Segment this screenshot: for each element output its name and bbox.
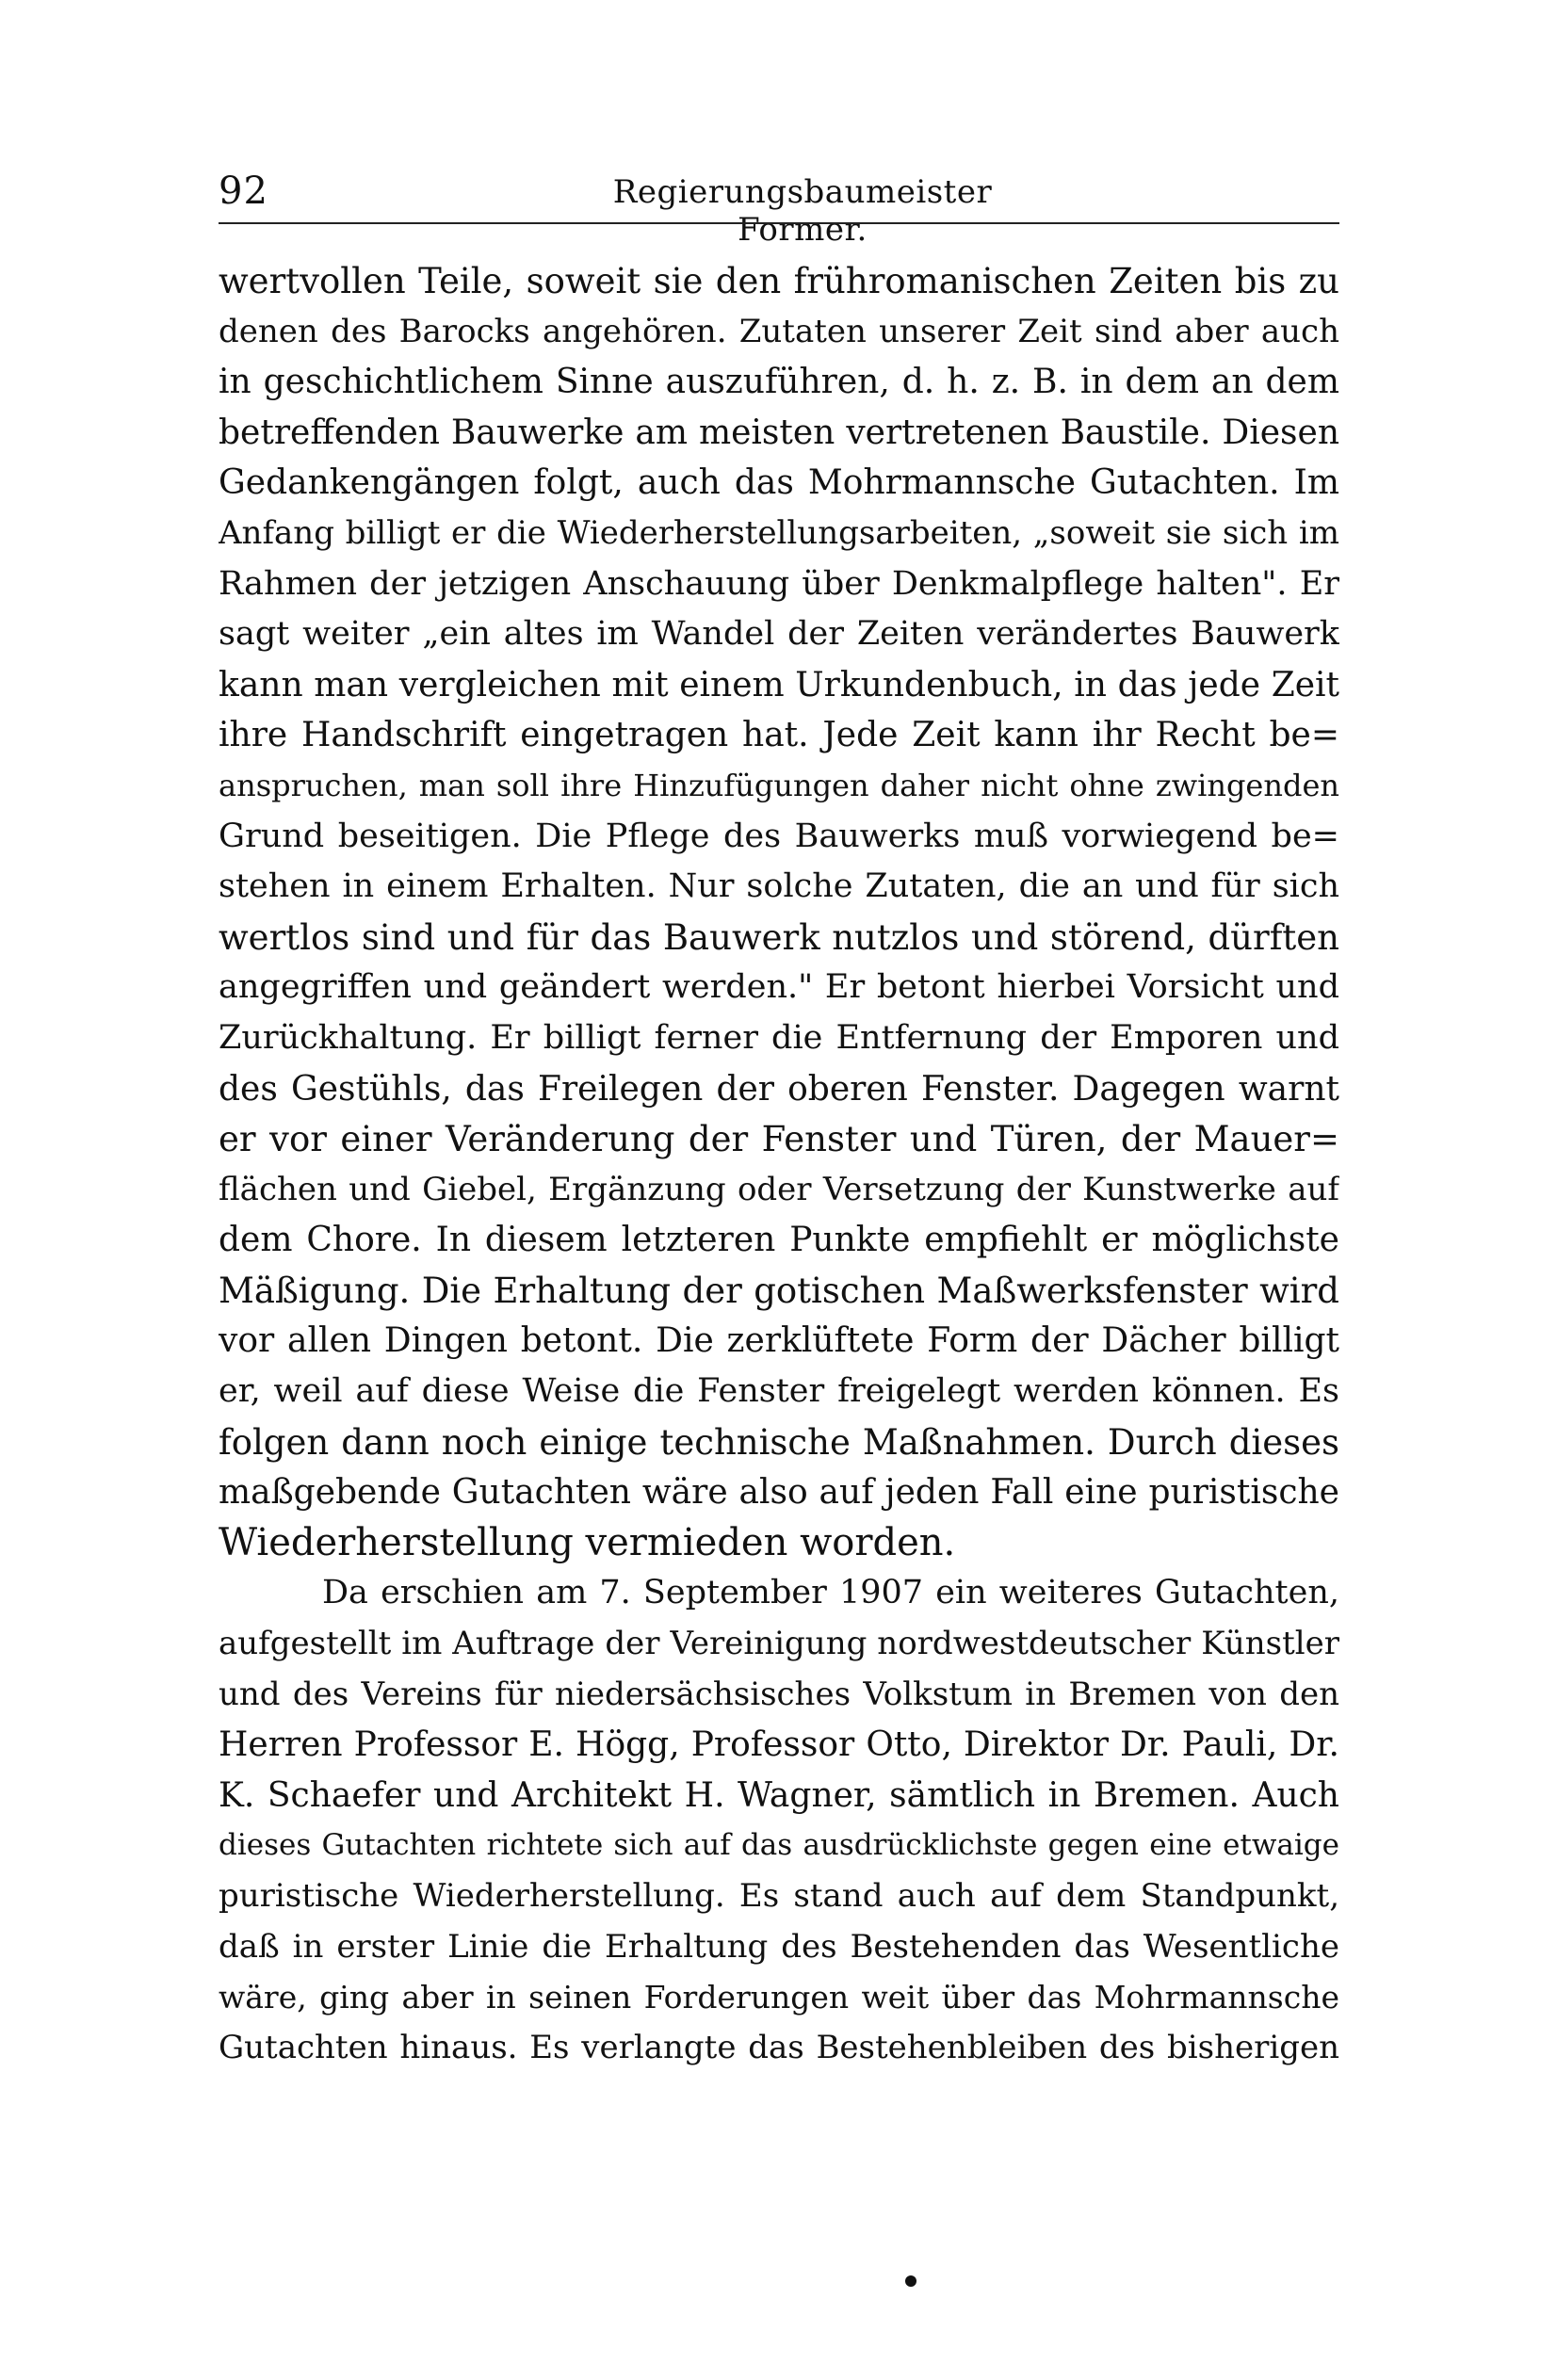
text-line: des Gestühls, das Freilegen der oberen Fenster. Dagegen warnt xyxy=(219,1069,1339,1109)
page-header xyxy=(219,166,1339,249)
text-line: maßgebende Gutachten wäre also auf jeden Fall eine puristische xyxy=(219,1473,1339,1513)
text-line: aufgestellt im Auftrage der Vereinigung nordwestdeutscher Künstler xyxy=(219,1625,1339,1663)
body-text xyxy=(219,256,1339,2073)
text-line: kann man vergleichen mit einem Urkundenbuch, in das jede Zeit xyxy=(219,665,1339,704)
text-line: wäre, ging aber in seinen Forderungen weit über das Mohrmannsche xyxy=(219,1979,1339,2016)
text-line: Mäßigung. Die Erhaltung der gotischen Maßwerksfenster wird xyxy=(219,1270,1339,1311)
text-line: und des Vereins für niedersächsisches Volkstum in Bremen von den xyxy=(219,1675,1339,1713)
ink-speck xyxy=(905,2275,916,2287)
text-line: er vor einer Veränderung der Fenster und Türen, der Mauer= xyxy=(219,1119,1339,1160)
text-line: puristische Wiederherstellung. Es stand auch auf dem Standpunkt, xyxy=(219,1877,1339,1915)
text-line: Rahmen der jetzigen Anschauung über Denkmalpflege halten". Er xyxy=(219,564,1339,603)
text-line: vor allen Dingen betont. Die zerklüftete Form der Dächer billigt xyxy=(219,1321,1339,1361)
text-line: er, weil auf diese Weise die Fenster freigelegt werden können. Es xyxy=(219,1372,1339,1411)
text-line: dem Chore. In diesem letzteren Punkte empfiehlt er möglichste xyxy=(219,1221,1339,1260)
text-line: betreffenden Bauwerke am meisten vertretenen Baustile. Diesen xyxy=(219,413,1339,452)
text-line: daß in erster Linie die Erhaltung des Bestehenden das Wesentliche xyxy=(219,1927,1339,1966)
text-line: Herren Professor E. Högg, Professor Otto, Direktor Dr. Pauli, Dr. xyxy=(219,1725,1339,1765)
text-line: stehen in einem Erhalten. Nur solche Zutaten, die an und für sich xyxy=(219,867,1339,906)
text-line: Grund beseitigen. Die Pflege des Bauwerks muß vorwiegend be= xyxy=(219,817,1339,855)
text-line: ihre Handschrift eingetragen hat. Jede Zeit kann ihr Recht be= xyxy=(219,716,1339,755)
text-line: Gutachten hinaus. Es verlangte das Bestehenbleiben des bisherigen xyxy=(219,2028,1339,2066)
text-line: folgen dann noch einige technische Maßnahmen. Durch dieses xyxy=(219,1421,1339,1463)
text-line: Gedankengängen folgt, auch das Mohrmannsche Gutachten. Im xyxy=(219,463,1339,503)
header-rule xyxy=(219,222,1339,224)
text-line: wertvollen Teile, soweit sie den frühromanischen Zeiten bis zu xyxy=(219,261,1339,301)
text-line: angegriffen und geändert werden." Er betont hierbei Vorsicht und xyxy=(219,968,1339,1007)
text-line: sagt weiter „ein altes im Wandel der Zeiten verändertes Bauwerk xyxy=(219,615,1339,654)
text-line: flächen und Giebel, Ergänzung oder Versetzung der Kunstwerke auf xyxy=(219,1170,1339,1208)
paragraph-end-line: Wiederherstellung vermieden worden. xyxy=(219,1520,956,1564)
text-line: denen des Barocks angehören. Zutaten unserer Zeit sind aber auch xyxy=(219,312,1339,350)
text-line: Anfang billigt er die Wiederherstellungsarbeiten, „soweit sie sich im xyxy=(219,513,1339,552)
text-line: wertlos sind und für das Bauwerk nutzlos und störend, dürften xyxy=(219,916,1339,958)
running-title: Regierungsbaumeister Former. xyxy=(612,173,993,249)
text-line: Zurückhaltung. Er billigt ferner die Entfernung der Emporen und xyxy=(219,1018,1339,1057)
text-line: in geschichtlichem Sinne auszuführen, d. h. z. B. in dem an dem xyxy=(219,363,1339,402)
paragraph-start-line: Da erschien am 7. September 1907 ein weiteres Gutachten, xyxy=(322,1574,1339,1612)
text-line: K. Schaefer und Architekt H. Wagner, sämtlich in Bremen. Auch xyxy=(219,1775,1339,1815)
text-line: anspruchen, man soll ihre Hinzufügungen daher nicht ohne zwingenden xyxy=(219,767,1339,803)
page-number: 92 xyxy=(219,170,268,213)
text-line: dieses Gutachten richtete sich auf das ausdrücklichste gegen eine etwaige xyxy=(219,1828,1339,1863)
